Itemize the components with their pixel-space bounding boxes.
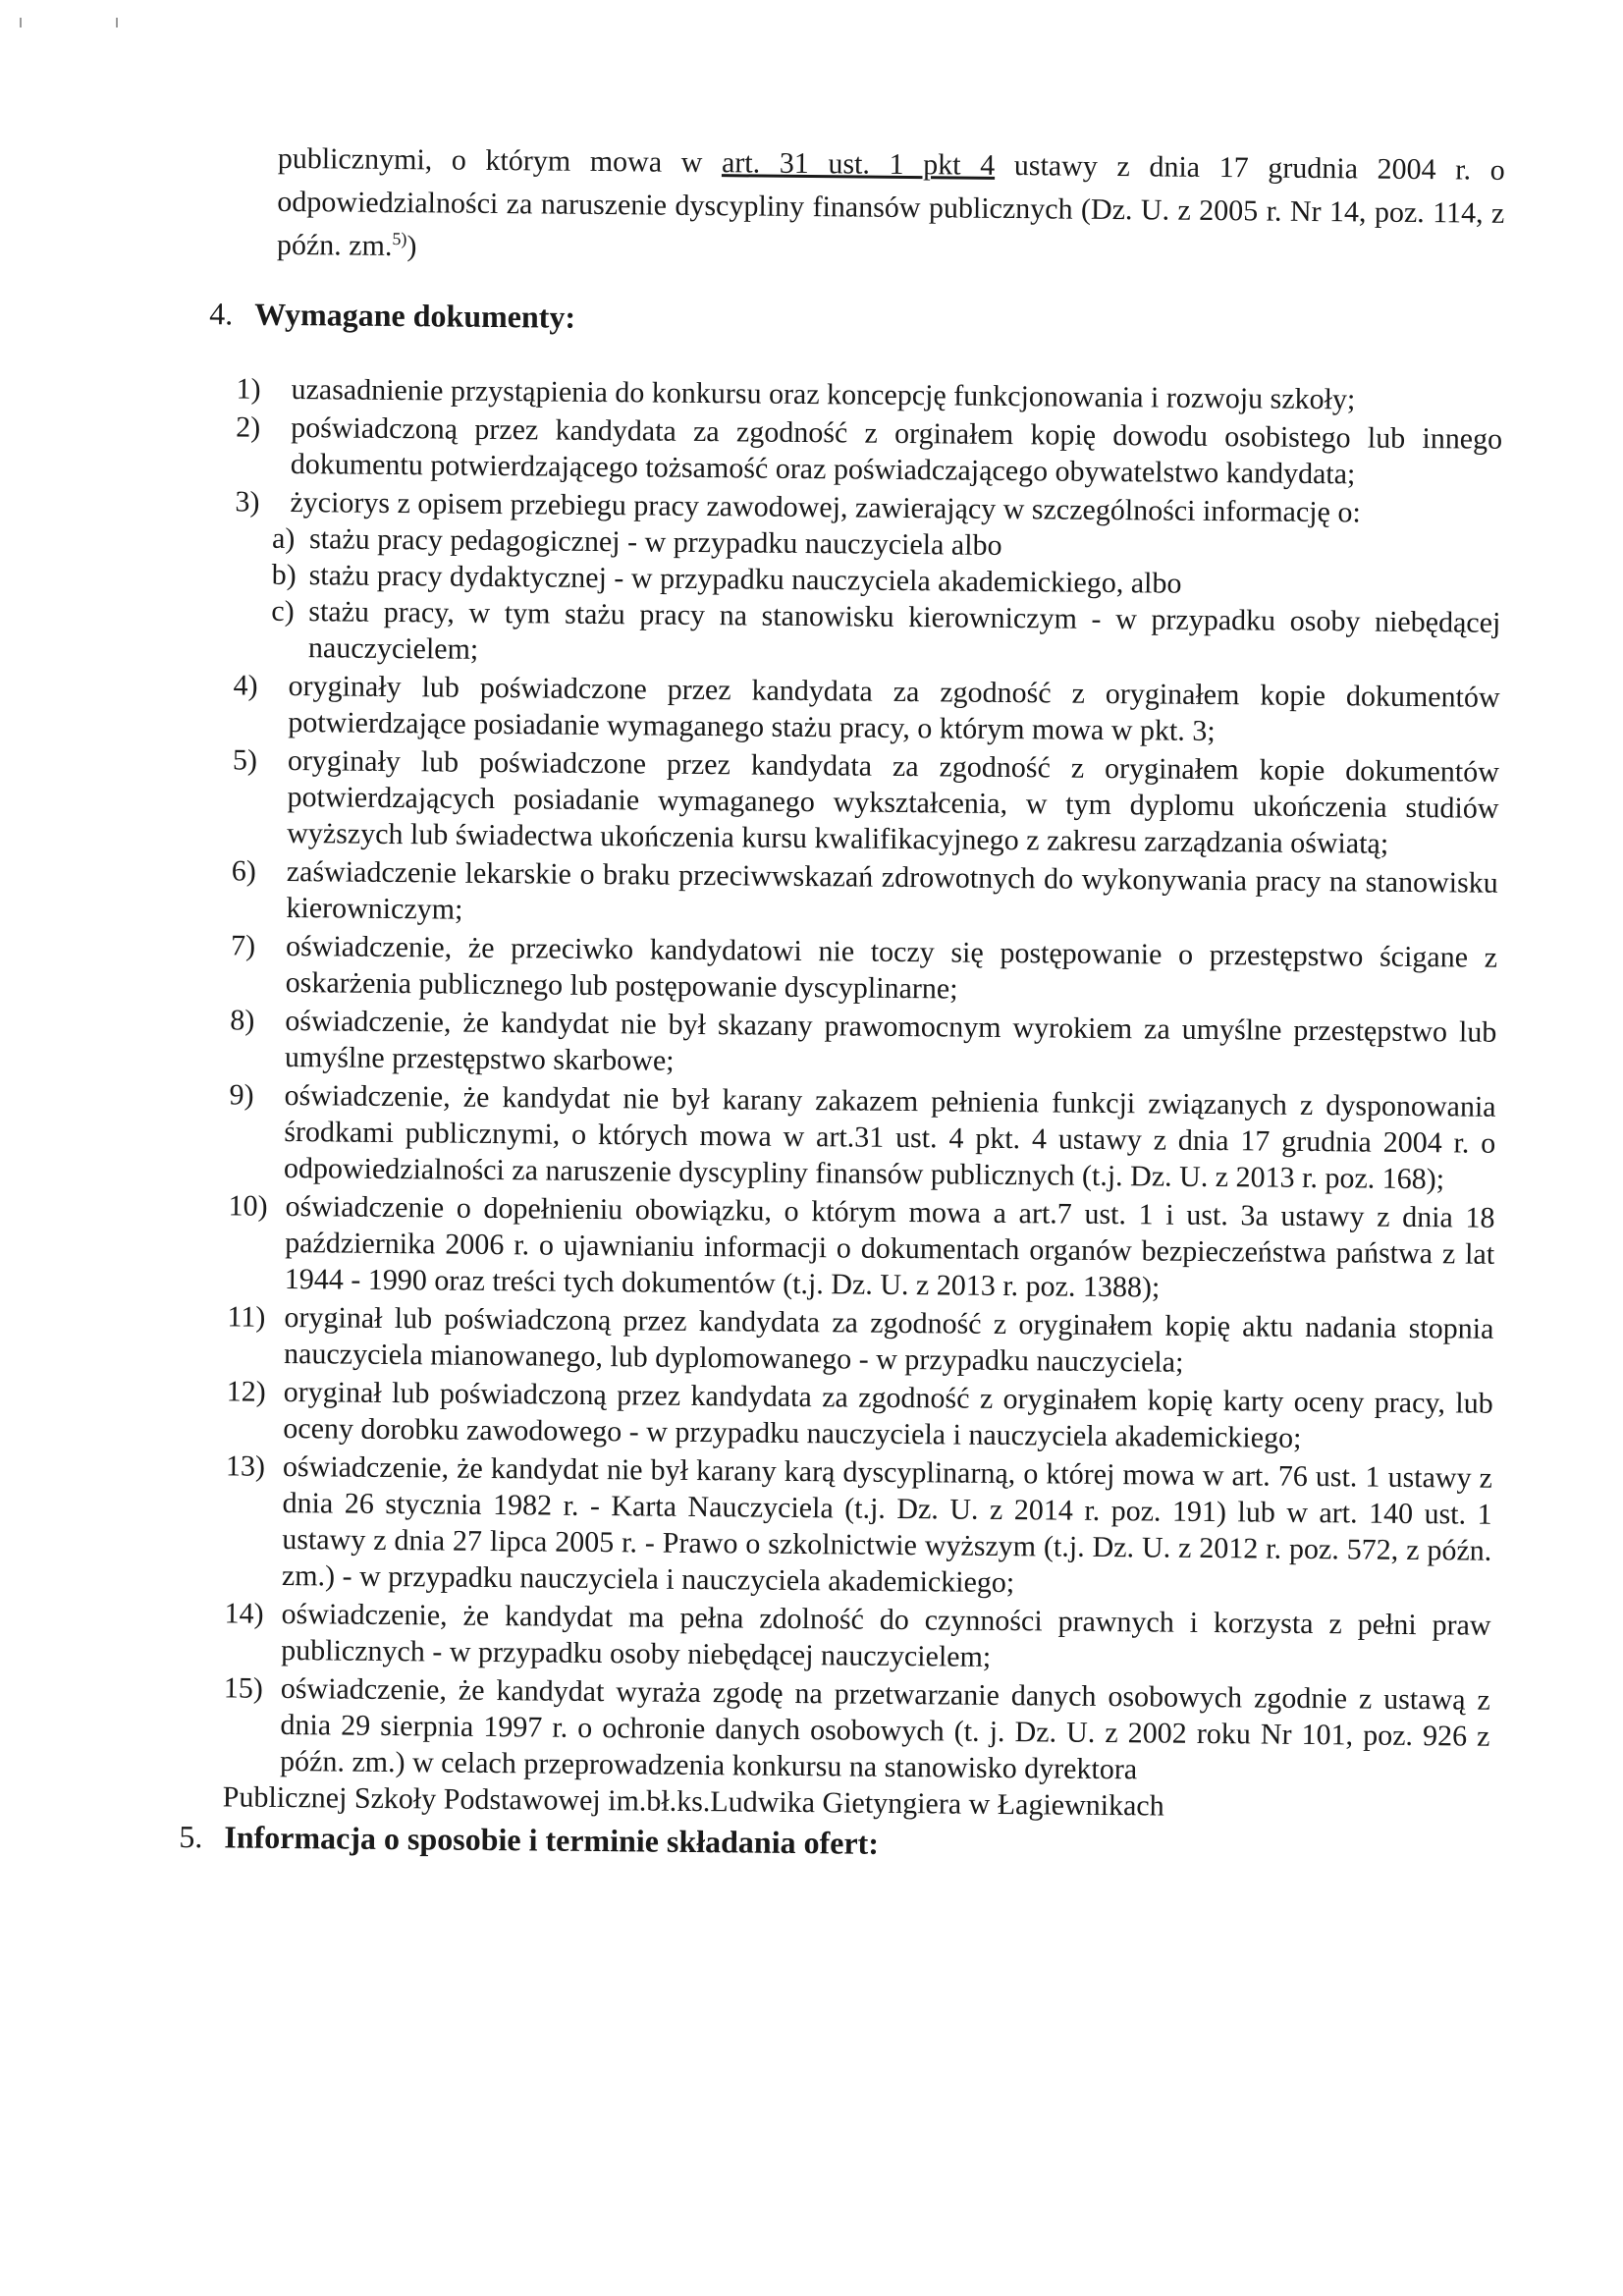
item-text: poświadczoną przez kandydata za zgodność z orginałem kopię dowodu osobistego lub innego dokumentu potwierdzającego tożsamość oraz poświadczającego obywatelstwo kandydata; xyxy=(290,410,1503,491)
sub-item-text: stażu pracy pedagogicznej - w przypadku nauczyciela albo xyxy=(308,522,1002,562)
item-number: 15) xyxy=(223,1671,263,1705)
item-text: oryginał lub poświadczoną przez kandydata za zgodność z oryginałem kopię karty oceny pracy, lub oceny dorobku zawodowego - w przypadku nauczyciela i nauczyciela akademickiego; xyxy=(283,1375,1493,1454)
item-text: oryginały lub poświadczone przez kandydata za zgodność z oryginałem kopie dokumentów potwierdzające posiadanie wymaganego stażu pracy, o którym mowa w pkt. 3; xyxy=(288,669,1500,748)
item-number: 7) xyxy=(230,929,256,962)
lead-paragraph xyxy=(277,137,1505,279)
list-item xyxy=(234,483,1502,677)
item-number: 14) xyxy=(224,1597,264,1630)
scan-mark xyxy=(116,18,118,27)
sub-item-text: stażu pracy, w tym stażu pracy na stanowisku kierowniczym - w przypadku osoby niebędącej nauczycielem; xyxy=(307,595,1501,666)
item-text: oświadczenie, że kandydat wyraża zgodę na przetwarzanie danych osobowych zgodnie z ustawą z dnia 29 sierpnia 1997 r. o ochronie danych osobowych (t. j. Dz. U. z 2002 roku Nr 101, poz. 926 z późn. zm.) w celach przeprowadzenia konkursu na stanowisko dyrektora xyxy=(279,1671,1490,1786)
list-item xyxy=(224,1595,1491,1679)
item-text: oświadczenie, że kandydat nie był karany karą dyscyplinarną, o której mowa w art. 76 ust. 1 ustawy z dnia 26 stycznia 1982 r. - Karta Nauczyciela (t.j. Dz. U. z 2014 r. poz. 191) lub w art. 140 ust. 1 ustawy z dnia 27 lipca 2005 r. - Prawo o szkolnictwie wyższym (t.j. Dz. U. z 2012 r. poz. 572, z późn. zm.) - w przypadku nauczyciela i nauczyciela akademickiego; xyxy=(281,1449,1493,1600)
list-item xyxy=(228,1187,1495,1308)
list-item xyxy=(227,1298,1494,1383)
scan-mark xyxy=(20,18,22,27)
item-text: oświadczenie, że kandydat ma pełna zdolność do czynności prawnych i korzysta z pełni praw publicznych - w przypadku osoby niebędącej nauczycielem; xyxy=(281,1597,1491,1673)
list-item xyxy=(233,667,1500,751)
item-text: uzasadnienie przystąpienia do konkursu oraz koncepcję funkcjonowania i rozwoju szkoły; xyxy=(291,372,1356,416)
document-body xyxy=(1,0,1623,1861)
item-text: zaświadczenie lekarskie o braku przeciwwskazań zdrowotnych do wykonywania pracy na stanowisku kierowniczym; xyxy=(286,854,1498,926)
sub-item xyxy=(234,592,1501,677)
sub-item-text: stażu pracy dydaktycznej - w przypadku nauczyciela akademickiego, albo xyxy=(308,559,1182,600)
item-number: 1) xyxy=(236,372,261,406)
list-item xyxy=(229,1076,1496,1197)
list-item xyxy=(225,1448,1492,1605)
item-number: 6) xyxy=(231,854,256,888)
list-item xyxy=(231,852,1498,937)
item-number: 11) xyxy=(227,1300,266,1334)
item-text: oświadczenie, że kandydat nie był skazany prawomocnym wyrokiem za umyślne przestępstwo lub umyślne przestępstwo skarbowe; xyxy=(284,1004,1497,1077)
list-item xyxy=(230,1002,1497,1086)
item-text: oświadczenie, że kandydat nie był karany zakazem pełnienia funkcji związanych z dysponowania środkami publicznymi, o których mowa w art.31 ust. 4 pkt. 4 ustawy z dnia 17 grudnia 2004 r. o odpowiedzialności za naruszenie dyscypliny finansów publicznych (t.j. Dz. U. z 2013 r. poz. 168); xyxy=(283,1078,1496,1196)
list-item xyxy=(231,927,1498,1011)
item-text: życiorys z opisem przebiegu pracy zawodowej, zawierający w szczególności informację o: xyxy=(290,485,1361,529)
item-number: 13) xyxy=(225,1449,266,1483)
list-item xyxy=(236,409,1503,493)
item-text: oryginał lub poświadczoną przez kandydata za zgodność z oryginałem kopię aktu nadania stopnia nauczyciela mianowanego, lub dyplomowanego - w przypadku nauczyciela; xyxy=(283,1300,1494,1379)
sub-item-letter: c) xyxy=(271,594,295,629)
item-text: oświadczenie, że przeciwko kandydatowi nie toczy się postępowanie o przestępstwo ścigane z oskarżenia publicznego lub postępowanie dyscyplinarne; xyxy=(285,929,1498,1006)
section-title: Informacja o sposobie i terminie składania ofert: xyxy=(224,1819,880,1861)
item-number: 10) xyxy=(228,1189,268,1223)
item-number: 3) xyxy=(235,485,260,519)
section-title: Wymagane dokumenty: xyxy=(254,296,576,335)
item-text: oryginały lub poświadczone przez kandydata za zgodność z oryginałem kopie dokumentów potwierdzających posiadanie wymaganego wykształcenia, w tym dyplomu ukończenia studiów wyższych lub świadectwa ukończenia kursu kwalifikacyjnego z zakresu zarządzania oświatą; xyxy=(287,743,1500,860)
item-number: 9) xyxy=(229,1078,254,1112)
item-number: 8) xyxy=(230,1004,255,1037)
lead-close: ) xyxy=(406,230,417,263)
section-number: 4. xyxy=(209,296,234,332)
item-text: oświadczenie o dopełnieniu obowiązku, o którym mowa a art.7 ust. 1 i ust. 3a ustawy z dnia 18 października 2006 r. o ujawnianiu informacji o dokumentach organów bezpieczeństwa państwa z lat 1944 - 1990 oraz treści tych dokumentów (t.j. Dz. U. z 2013 r. poz. 1388); xyxy=(284,1189,1495,1304)
item-number: 4) xyxy=(233,669,258,702)
list-item xyxy=(223,1669,1490,1827)
item-15-continuation: Publicznej Szkoły Podstawowej im.bł.ks.Ludwika Gietyngiera w Łagiewnikach xyxy=(222,1780,1164,1823)
item-number: 5) xyxy=(232,743,258,777)
list-item xyxy=(226,1373,1493,1457)
required-documents-list xyxy=(179,370,1503,1868)
footnote-mark: 5) xyxy=(392,228,407,249)
sub-item-letter: a) xyxy=(271,521,296,556)
legal-reference: art. 31 ust. 1 pkt 4 xyxy=(721,146,996,182)
section-4-heading xyxy=(209,294,575,337)
item-number: 2) xyxy=(236,410,261,444)
lead-text: publicznymi, o którym mowa w xyxy=(277,141,723,180)
item-number: 12) xyxy=(226,1375,266,1408)
list-item xyxy=(232,741,1499,862)
sub-item-letter: b) xyxy=(271,558,297,592)
section-number: 5. xyxy=(179,1818,203,1855)
lead-text-cont: ustawy z dnia 17 grudnia 2004 r. o odpowiedzialności za naruszenie dyscypliny finansów publicznych (Dz. U. z 2005 r. Nr 14, poz. 114, z późn. zm. xyxy=(276,148,1505,262)
